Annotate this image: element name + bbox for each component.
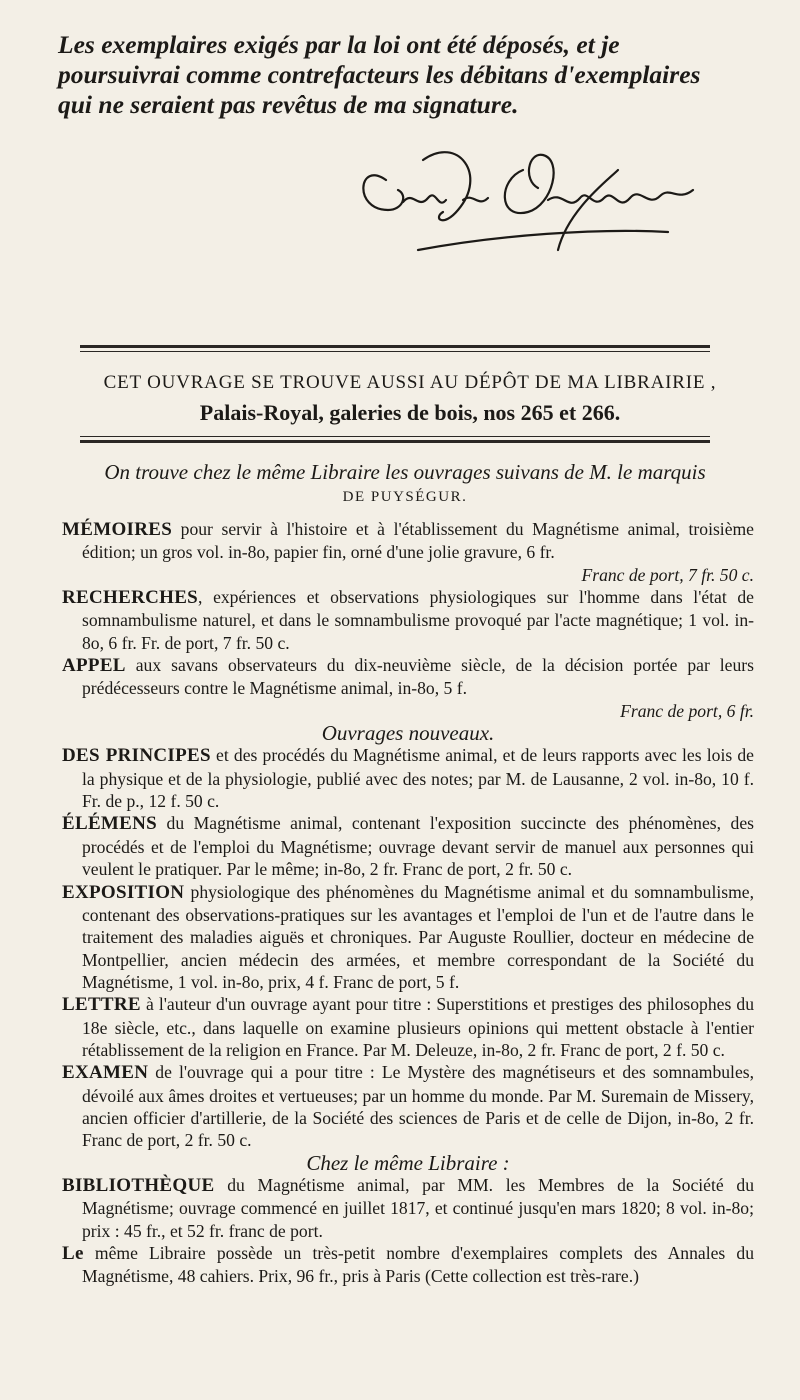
section-heading: Ouvrages nouveaux. xyxy=(321,721,495,746)
entry-body: de l'ouvrage qui a pour titre : Le Mystère des magnétiseurs et des somnambules, dévoilé aux âmes droites et vertueuses; par un homme du monde. Par M. Suremain de Missery, ancien officier d'artillerie, de la Société des sciences de Paris et de celle de Dijon, in-8o, 2 fr. Franc de port, 2 fr. 50 c. xyxy=(82,1062,754,1151)
entry-body: du Magnétisme animal, par MM. les Membres de la Société du Magnétisme; ouvrage commencé en juillet 1817, et continué jusqu'en mars 1820; 8 vol. in-8o; prix : 45 fr., et 52 fr. franc de port. xyxy=(82,1174,754,1241)
handwritten-signature xyxy=(348,140,728,310)
catalog-entry xyxy=(62,1061,754,1151)
catalog-entry xyxy=(62,1174,754,1242)
divider xyxy=(80,345,710,348)
divider xyxy=(80,351,710,352)
entry-title: BIBLIOTHÈQUE xyxy=(62,1174,215,1196)
catalog-intro-text: On trouve chez le même Libraire les ouvrages suivans de M. le marquis xyxy=(104,460,706,484)
entry-title: Le xyxy=(62,1243,84,1264)
catalog-intro xyxy=(60,460,750,510)
divider xyxy=(80,440,710,443)
entry-body: physiologique des phénomènes du Magnétisme animal et du somnambulisme, contenant des observations-pratiques sur les avantages et l'emploi de l'un et de l'autre dans le traitement des maladies aiguës et chroniques. Par Auguste Roullier, docteur en médecine de Montpellier, ancien médecin des armées, et membre correspondant de la Société du Magnétisme, 1 vol. in-8o, prix, 4 f. Franc de port, 5 f. xyxy=(82,881,754,992)
shop-address: Palais-Royal, galeries de bois, nos 265 et 266. xyxy=(199,400,621,425)
entry-title: MÉMOIRES xyxy=(62,519,173,540)
catalog-entry xyxy=(62,881,754,994)
entry-title: ÉLÉMENS xyxy=(62,813,158,835)
legal-notice-line: qui ne seraient pas revêtus de ma signature. xyxy=(58,90,519,119)
entry-body: à l'auteur d'un ouvrage ayant pour titre : Superstitions et prestiges des philosophes du 18e siècle, etc., dans laquelle on examine plusieurs opinions qui mettent obstacle à l'entier rétablissement de la religion en France. Par M. Deleuze, in-8o, 2 fr. Franc de port, 2 f. 50 c. xyxy=(82,994,754,1060)
legal-notice-line: Les exemplaires exigés par la loi ont été déposés, et je xyxy=(58,30,620,59)
book-catalog xyxy=(62,518,754,1288)
entry-body: même Libraire possède un très-petit nombre d'exemplaires complets des Annales du Magnétisme, 48 cahiers. Prix, 96 fr., pris à Paris (Cette collection est très-rare.) xyxy=(82,1243,754,1287)
entry-price: Franc de port, 7 fr. 50 c. xyxy=(581,564,754,585)
entry-title: APPEL xyxy=(62,655,126,677)
entry-body: et des procédés du Magnétisme animal, et de leurs rapports avec les lois de la physique et de la physiologie, publié avec des notes; par M. de Lausanne, 2 vol. in-8o, 10 f. Fr. de p., 12 f. 50 c. xyxy=(82,745,754,812)
divider xyxy=(80,436,710,437)
catalog-entry xyxy=(62,586,754,654)
entry-body: pour servir à l'histoire et à l'établissement du Magnétisme animal, troisième édition; un gros vol. in-8o, papier fin, orné d'une jolie gravure, 6 fr. xyxy=(82,519,754,563)
entry-title: RECHERCHES xyxy=(62,587,199,609)
section-heading: Chez le même Libraire : xyxy=(306,1150,510,1175)
legal-notice-line: poursuivrai comme contrefacteurs les débitans d'exemplaires xyxy=(58,60,701,89)
catalog-entry xyxy=(62,993,754,1061)
catalog-entry xyxy=(62,744,754,812)
catalog-entry xyxy=(62,1242,754,1288)
entry-body: , expériences et observations physiologiques sur l'homme dans l'état de somnambulisme naturel, et dans le somnambulisme provoqué par l'acte magnétique; 1 vol. in-8o, 6 fr. Fr. de port, 7 fr. 50 c. xyxy=(82,587,754,653)
entry-price: Franc de port, 6 fr. xyxy=(620,700,754,721)
shop-title: CET OUVRAGE SE TROUVE AUSSI AU DÉPÔT DE MA LIBRAIRIE , xyxy=(103,372,717,393)
catalog-entry xyxy=(62,812,754,880)
entry-body: aux savans observateurs du dix-neuvième siècle, de la décision portée par leurs prédécesseurs contre le Magnétisme animal, in-8o, 5 f. xyxy=(82,655,754,699)
entry-body: du Magnétisme animal, contenant l'exposition succincte des phénomènes, des procédés et de l'emploi du Magnétisme; ouvrage devant servir de manuel aux personnes qui veulent le pratiquer. Par le même; in-8o, 2 fr. Franc de port, 2 fr. 50 c. xyxy=(82,813,754,880)
entry-title: LETTRE xyxy=(62,994,141,1016)
entry-title: EXPOSITION xyxy=(62,881,185,903)
catalog-entry xyxy=(62,654,754,722)
entry-title: DES PRINCIPES xyxy=(62,745,211,767)
catalog-entry xyxy=(62,518,754,586)
author-name: DE PUYSÉGUR. xyxy=(342,489,468,505)
legal-notice xyxy=(58,30,758,120)
entry-title: EXAMEN xyxy=(62,1062,149,1084)
